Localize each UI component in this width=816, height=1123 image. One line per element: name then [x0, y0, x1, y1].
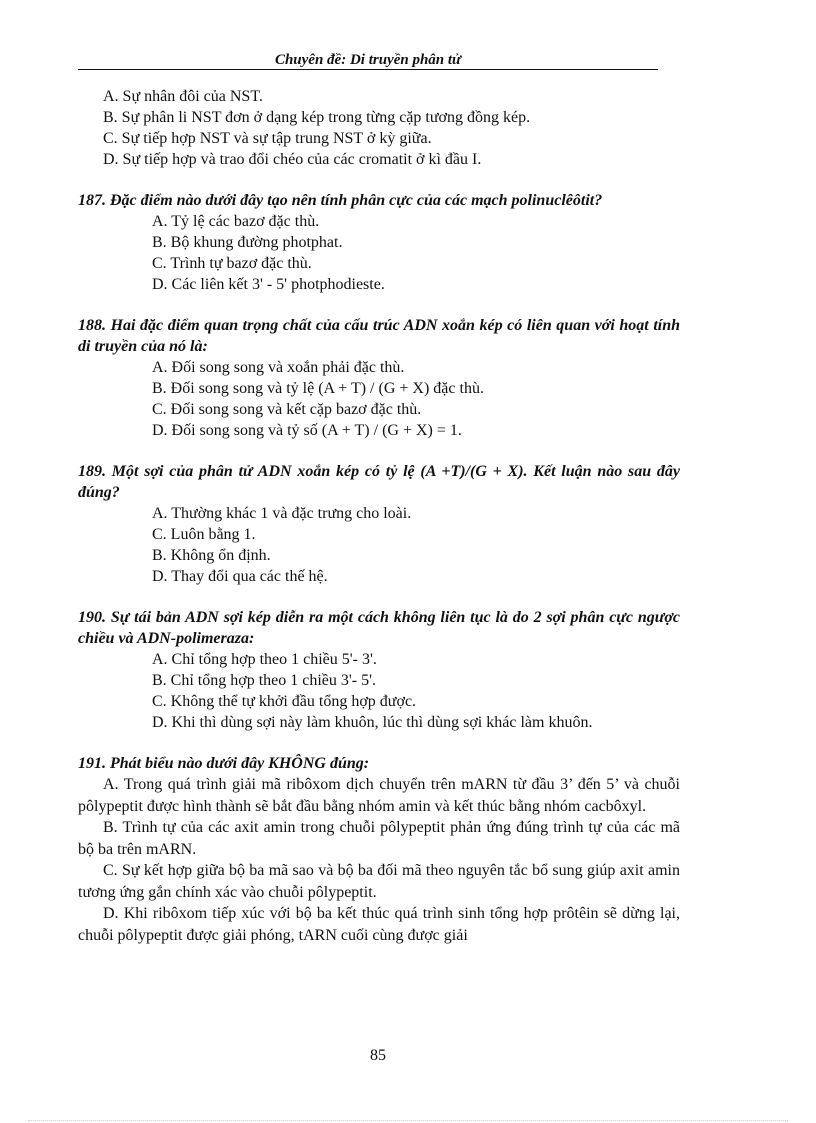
answer-paragraph: D. Khi ribôxom tiếp xúc với bộ ba kết thúc quá trình sinh tổng hợp prôtêin sẽ dừng lại, chuỗi pôlypeptit được giải phóng, tARN cuối cùng được giải — [78, 905, 680, 944]
question-title: 190. Sự tái bản ADN sợi kép diễn ra một cách không liên tục là do 2 sợi phân cực ngược chiều và ADN-polimeraza: — [78, 609, 680, 647]
answer-option: B. Bộ khung đường photphat. — [152, 234, 343, 251]
question-190 — [78, 607, 680, 733]
page-bottom-border — [28, 1120, 788, 1121]
header-divider — [78, 69, 658, 70]
answer-option: A. Tỷ lệ các bazơ đặc thù. — [152, 213, 320, 230]
answer-option: B. Không ổn định. — [152, 547, 271, 564]
answer-option: C. Không thể tự khởi đầu tổng hợp được. — [152, 693, 417, 710]
answer-option: C. Sự tiếp hợp NST và sự tập trung NST ở kỳ giữa. — [103, 130, 432, 147]
answer-option: B. Sự phân li NST đơn ở dạng kép trong từng cặp tương đồng kép. — [103, 109, 531, 126]
page-header-title: Chuyên đề: Di truyền phân tử — [274, 52, 462, 68]
answer-option: D. Sự tiếp hợp và trao đổi chéo của các cromatit ở kì đầu I. — [103, 151, 482, 168]
answer-option: C. Trình tự bazơ đặc thù. — [152, 255, 312, 272]
answer-paragraph: B. Trình tự của các axit amin trong chuỗi pôlypeptit phản ứng đúng trình tự của các mã bộ ba trên mARN. — [78, 819, 680, 858]
answer-option: D. Thay đổi qua các thế hệ. — [152, 568, 328, 585]
question-187 — [78, 190, 680, 295]
answer-paragraph: C. Sự kết hợp giữa bộ ba mã sao và bộ ba đối mã theo nguyên tắc bổ sung giúp axit amin tương ứng gắn chính xác vào chuỗi pôlypeptit. — [78, 862, 680, 901]
answer-option: C. Đối song song và kết cặp bazơ đặc thù. — [152, 401, 422, 418]
answer-option: B. Đối song song và tỷ lệ (A + T) / (G + X) đặc thù. — [152, 380, 484, 397]
answer-option: D. Các liên kết 3' - 5' photphodieste. — [152, 276, 385, 293]
question-191 — [78, 753, 680, 946]
answer-option: A. Thường khác 1 và đặc trưng cho loài. — [152, 505, 412, 522]
page-number: 85 — [370, 1047, 386, 1064]
answer-option: A. Đối song song và xoắn phải đặc thù. — [152, 359, 405, 376]
page-content — [78, 86, 680, 946]
answer-option: D. Khi thì dùng sợi này làm khuôn, lúc thì dùng sợi khác làm khuôn. — [152, 714, 593, 731]
answer-option: D. Đối song song và tỷ số (A + T) / (G + X) = 1. — [152, 422, 462, 439]
answer-option: A. Sự nhân đôi của NST. — [103, 88, 263, 105]
answer-option: A. Chỉ tổng hợp theo 1 chiều 5'- 3'. — [152, 651, 377, 668]
question-title: 188. Hai đặc điểm quan trọng chất của cấu trúc ADN xoắn kép có liên quan với hoạt tính di truyền của nó là: — [78, 317, 680, 355]
intro-options — [78, 86, 680, 170]
answer-option: C. Luôn bằng 1. — [152, 526, 256, 543]
question-title: 189. Một sợi của phân tử ADN xoắn kép có tỷ lệ (A +T)/(G + X). Kết luận nào sau đây đúng? — [78, 463, 680, 501]
question-title: 191. Phát biểu nào dưới đây KHÔNG đúng: — [78, 755, 370, 772]
answer-paragraph: A. Trong quá trình giải mã ribôxom dịch chuyển trên mARN từ đầu 3’ đến 5’ và chuỗi pôlypeptit được hình thành sẽ bắt đầu bằng nhóm amin và kết thúc bằng nhóm cacbôxyl. — [78, 776, 680, 815]
question-188 — [78, 315, 680, 441]
question-189 — [78, 461, 680, 587]
answer-option: B. Chỉ tổng hợp theo 1 chiều 3'- 5'. — [152, 672, 376, 689]
question-title: 187. Đặc điểm nào dưới đây tạo nên tính phân cực của các mạch polinuclêôtit? — [78, 192, 603, 209]
